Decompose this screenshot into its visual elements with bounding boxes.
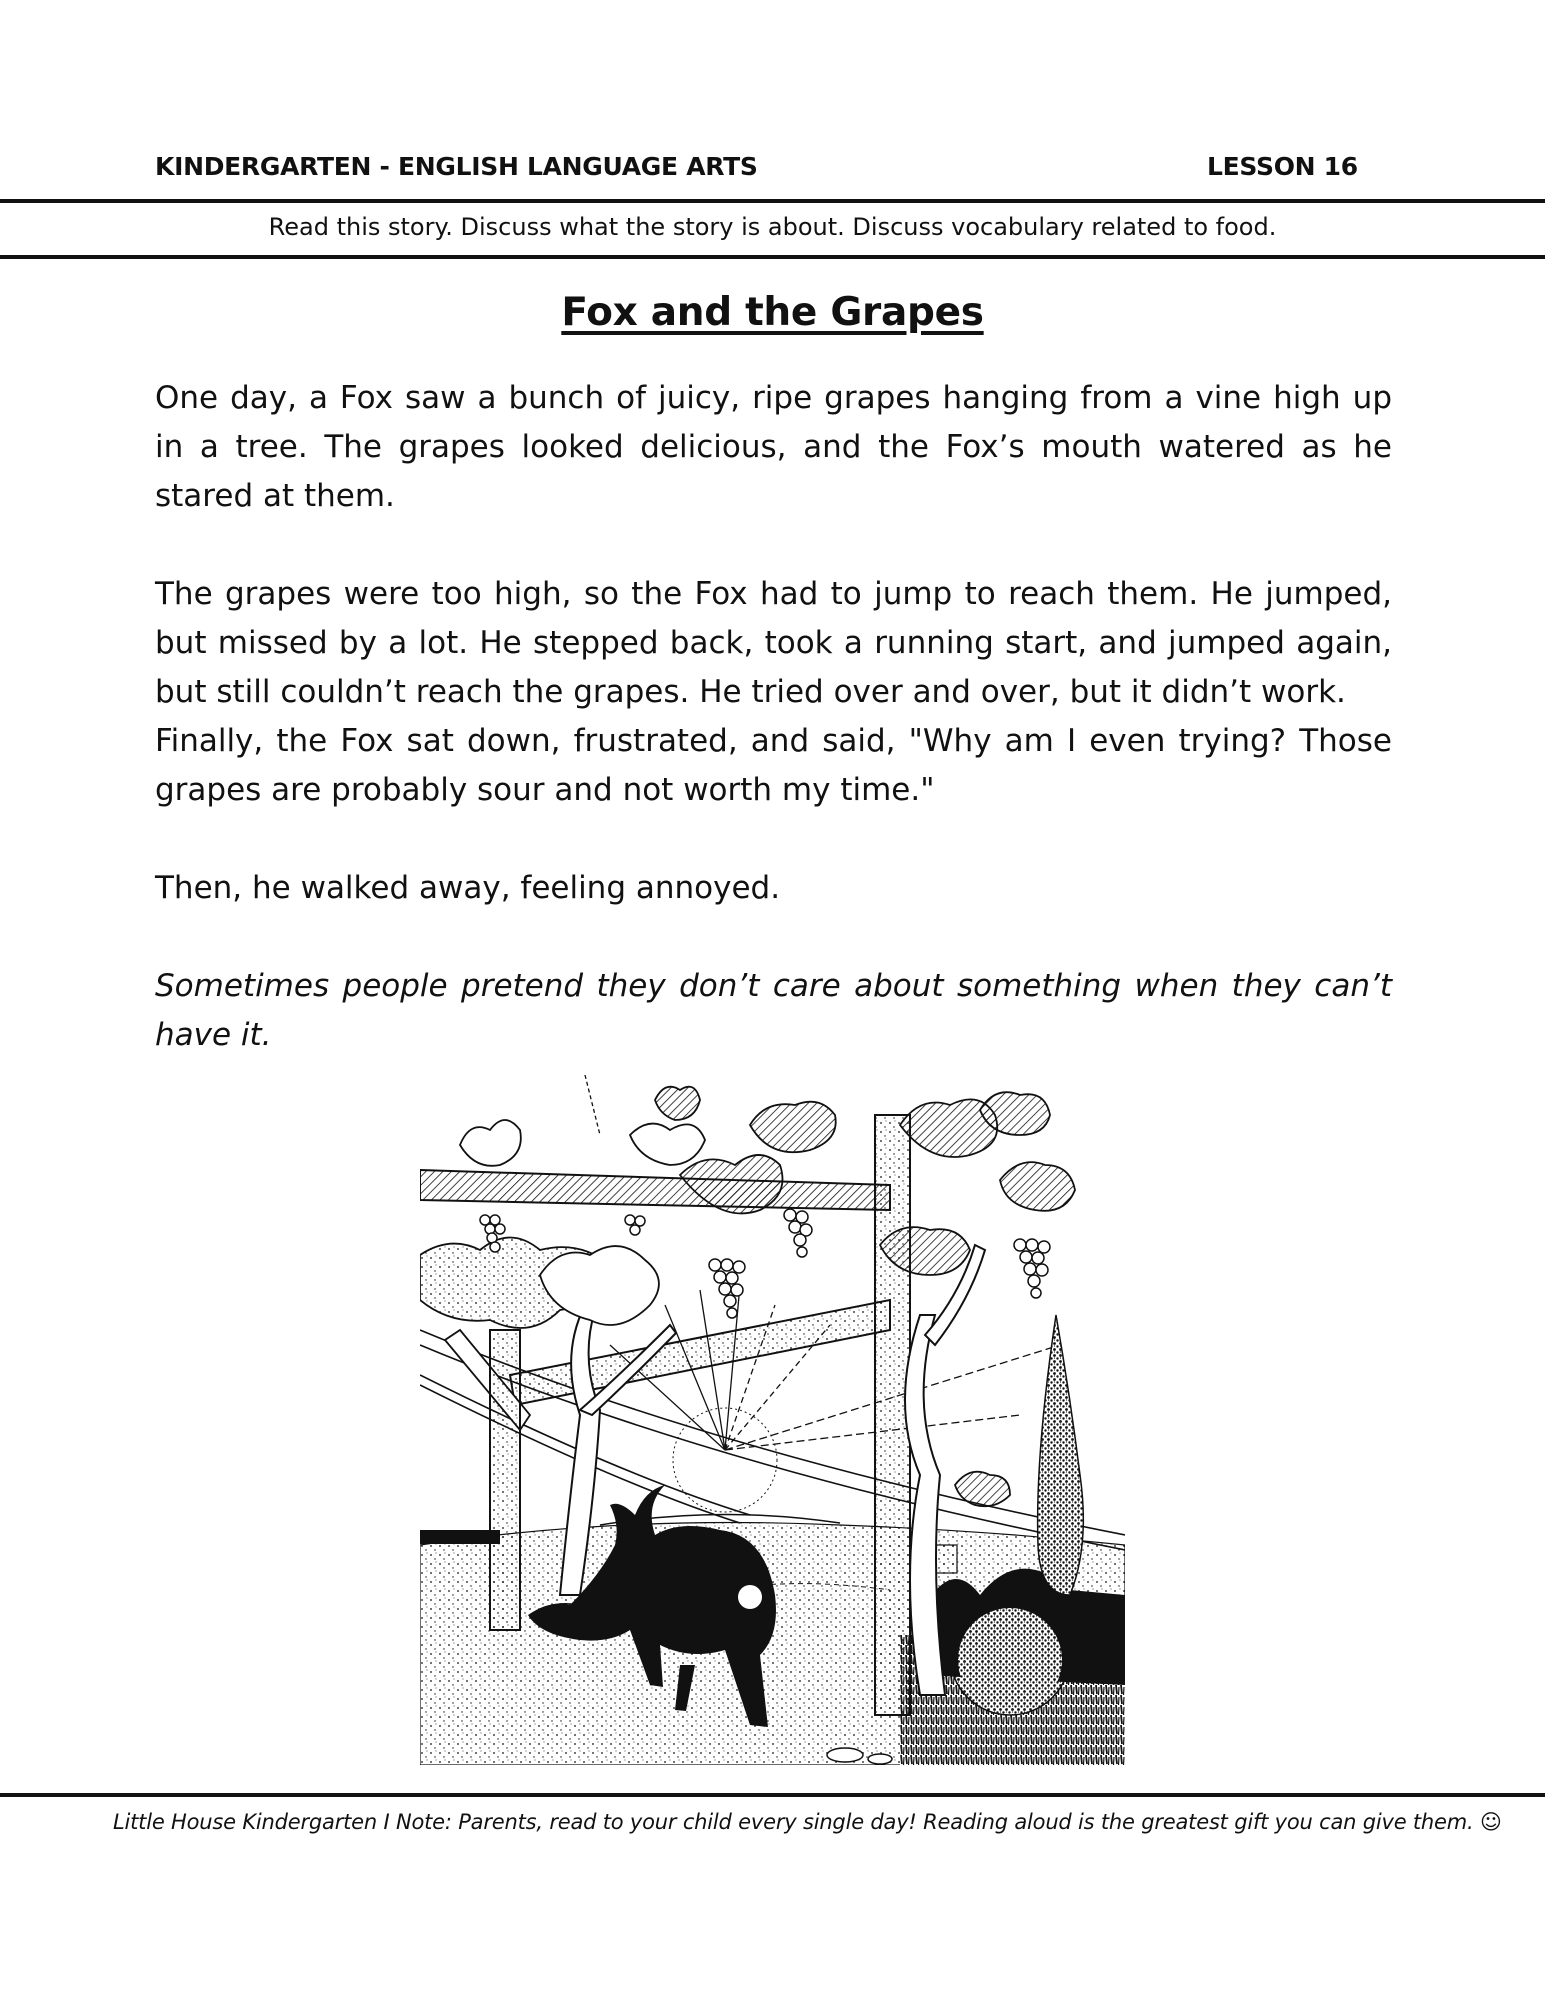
sun <box>673 1408 777 1512</box>
illustration-drawing <box>420 1075 1125 1765</box>
footer-divider <box>0 1793 1545 1797</box>
lesson-number: LESSON 16 <box>1207 152 1358 181</box>
left-post <box>490 1330 520 1630</box>
top-beam <box>420 1170 890 1210</box>
rock <box>868 1754 892 1764</box>
header-divider-top <box>0 199 1545 203</box>
village-building <box>935 1545 957 1573</box>
grape-cluster <box>784 1209 812 1257</box>
rock <box>827 1748 863 1762</box>
paragraph-spacer <box>155 521 1392 570</box>
fox-grapes-illustration <box>420 1075 1125 1765</box>
story-paragraph: The grapes were too high, so the Fox had to jump to reach them. He jumped, but missed by a lot. He stepped back, took a running start, and jumped again, but still couldn’t reach the grapes. He tried over and over, but it didn’t work. <box>155 576 1392 710</box>
story-title: Fox and the Grapes <box>561 290 984 335</box>
grape-cluster <box>1014 1239 1050 1298</box>
story-moral: Sometimes people pretend they don’t care about something when they can’t have it. <box>155 968 1392 1053</box>
paragraph-spacer <box>155 815 1392 864</box>
instructions: Read this story. Discuss what the story is about. Discuss vocabulary related to food. <box>268 213 1277 241</box>
grape-cluster <box>709 1259 745 1318</box>
course-heading: KINDERGARTEN - ENGLISH LANGUAGE ARTS <box>155 152 758 181</box>
header-divider-bottom <box>0 255 1545 259</box>
story-paragraph: One day, a Fox saw a bunch of juicy, ripe grapes hanging from a vine high up in a tree. The grapes looked delicious, and the Fox’s mouth watered as he stared at them. <box>155 380 1392 514</box>
grape-cluster <box>625 1215 645 1235</box>
story-body <box>155 374 1392 1060</box>
story-paragraph: Finally, the Fox sat down, frustrated, and said, "Why am I even trying? Those grapes are probably sour and not worth my time." <box>155 723 1392 808</box>
paragraph-spacer <box>155 913 1392 962</box>
cypress-tree <box>1038 1315 1084 1595</box>
footer-note: Little House Kindergarten I Note: Parents, read to your child every single day! Reading aloud is the greatest gift you can give them. ☺ <box>113 1810 1502 1834</box>
story-paragraph: Then, he walked away, feeling annoyed. <box>155 870 781 906</box>
